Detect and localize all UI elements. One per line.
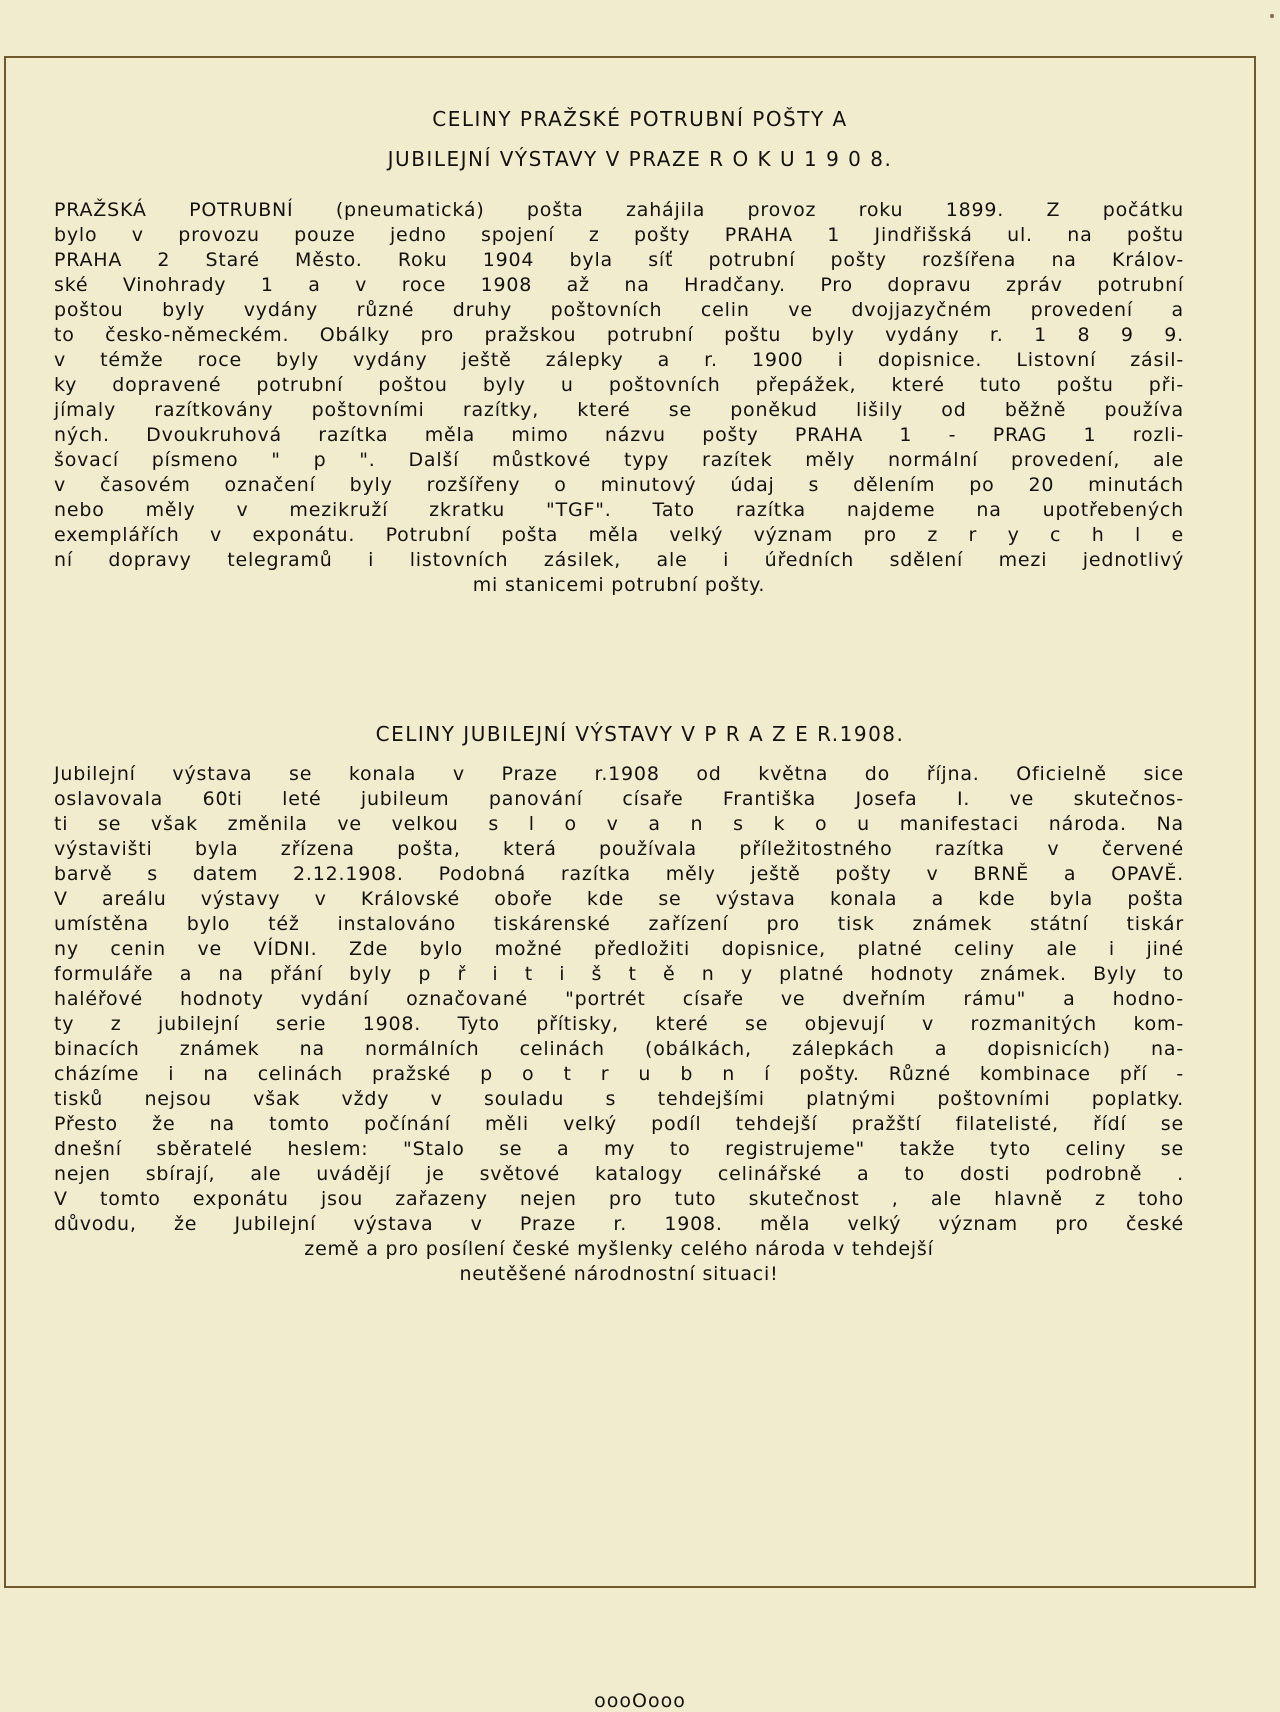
text-line: ní dopravy telegramů i listovních zásilek, ale i úředních sdělení mezi jednotlivý bbox=[54, 549, 1184, 571]
text-line: Přesto že na tomto počínání měli velký podíl tehdejší pražští filatelisté, řídí se bbox=[54, 1113, 1184, 1135]
text-line: ty z jubilejní serie 1908. Tyto přítisky, které se objevují v rozmanitých kom- bbox=[54, 1013, 1184, 1035]
text-line: dnešní sběratelé heslem: "Stalo se a my to registrujeme" takže tyto celiny se bbox=[54, 1138, 1184, 1160]
text-line: binacích známek na normálních celinách (obálkách, zálepkách a dopisnicích) na- bbox=[54, 1038, 1184, 1060]
text-line: výstavišti byla zřízena pošta, která používala příležitostného razítka v červené bbox=[54, 838, 1184, 860]
text-line: neutěšené národnostní situaci! bbox=[459, 1263, 779, 1285]
heading-2: CELINY JUBILEJNÍ VÝSTAVY V P R A Z E R.1908. bbox=[375, 722, 905, 746]
text-line: ské Vinohrady 1 a v roce 1908 až na Hradčany. Pro dopravu zpráv potrubní bbox=[54, 274, 1184, 296]
text-line: Jubilejní výstava se konala v Praze r.1908 od května do října. Oficielně sice bbox=[54, 763, 1184, 785]
heading-1-line-1: CELINY PRAŽSKÉ POTRUBNÍ POŠTY A bbox=[432, 107, 848, 131]
text-line: v témže roce byly vydány ještě zálepky a r. 1900 i dopisnice. Listovní zásil- bbox=[54, 349, 1184, 371]
ornamental-separator: oooOooo bbox=[594, 1690, 686, 1712]
text-line: oslavovala 60ti leté jubileum panování císaře Františka Josefa I. ve skutečnos- bbox=[54, 788, 1184, 810]
text-line: nejen sbírají, ale uvádějí je světové katalogy celinářské a to dosti podrobně . bbox=[54, 1163, 1184, 1185]
text-line: V tomto exponátu jsou zařazeny nejen pro tuto skutečnost , ale hlavně z toho bbox=[54, 1188, 1184, 1210]
text-line: formuláře a na přání byly p ř i t i š t ě n y platné hodnoty známek. Byly to bbox=[54, 963, 1184, 985]
text-line: tisků nejsou však vždy v souladu s tehdejšími platnými poštovními poplatky. bbox=[54, 1088, 1184, 1110]
text-line: mi stanicemi potrubní pošty. bbox=[472, 574, 766, 596]
text-line: ny cenin ve VÍDNI. Zde bylo možné předložiti dopisnice, platné celiny ale i jiné bbox=[54, 938, 1184, 960]
text-line: země a pro posílení české myšlenky celého národa v tehdejší bbox=[304, 1238, 934, 1260]
text-line: cházíme i na celinách pražské p o t r u b n í pošty. Různé kombinace pří - bbox=[54, 1063, 1184, 1085]
text-line: barvě s datem 2.12.1908. Podobná razítka měly ještě pošty v BRNĚ a OPAVĚ. bbox=[54, 863, 1184, 885]
paragraph-pneumatic-post bbox=[54, 198, 1184, 598]
text-line: umístěna bylo též instalováno tiskárenské zařízení pro tisk známek státní tiskár bbox=[54, 913, 1184, 935]
text-line: PRAŽSKÁ POTRUBNÍ (pneumatická) pošta zahájila provoz roku 1899. Z počátku bbox=[54, 199, 1184, 221]
text-line: šovací písmeno " p ". Další můstkové typy razítek měly normální provedení, ale bbox=[54, 449, 1184, 471]
text-line: důvodu, že Jubilejní výstava v Praze r. 1908. měla velký význam pro české bbox=[54, 1213, 1184, 1235]
text-line: to česko-německém. Obálky pro pražskou potrubní poštu byly vydány r. 1 8 9 9. bbox=[54, 324, 1184, 346]
text-line: exemplářích v exponátu. Potrubní pošta měla velký význam pro z r y c h l e bbox=[54, 524, 1184, 546]
text-line: ky dopravené potrubní poštou byly u poštovních přepážek, které tuto poštu při- bbox=[54, 374, 1184, 396]
corner-dot bbox=[1270, 14, 1274, 18]
text-line: haléřové hodnoty vydání označované "portrét císaře ve dveřním rámu" a hodno- bbox=[54, 988, 1184, 1010]
paragraph-jubilee-exhibition bbox=[54, 762, 1184, 1287]
text-line: ti se však změnila ve velkou s l o v a n s k o u manifestaci národa. Na bbox=[54, 813, 1184, 835]
text-line: poštou byly vydány různé druhy poštovních celin ve dvojjazyčném provedení a bbox=[54, 299, 1184, 321]
text-line: V areálu výstavy v Královské oboře kde se výstava konala a kde byla pošta bbox=[54, 888, 1184, 910]
text-line: PRAHA 2 Staré Město. Roku 1904 byla síť potrubní pošty rozšířena na Králov- bbox=[54, 249, 1184, 271]
heading-1-line-2: JUBILEJNÍ VÝSTAVY V PRAZE R O K U 1 9 0 8. bbox=[387, 147, 893, 171]
text-line: jímaly razítkovány poštovními razítky, které se poněkud lišily od běžně používa bbox=[54, 399, 1184, 421]
text-line: v časovém označení byly rozšířeny o minutový údaj s dělením po 20 minutách bbox=[54, 474, 1184, 496]
text-line: bylo v provozu pouze jedno spojení z pošty PRAHA 1 Jindřišská ul. na poštu bbox=[54, 224, 1184, 246]
text-line: ných. Dvoukruhová razítka měla mimo názvu pošty PRAHA 1 - PRAG 1 rozli- bbox=[54, 424, 1184, 446]
text-line: nebo měly v mezikruží zkratku "TGF". Tato razítka najdeme na upotřebených bbox=[54, 499, 1184, 521]
